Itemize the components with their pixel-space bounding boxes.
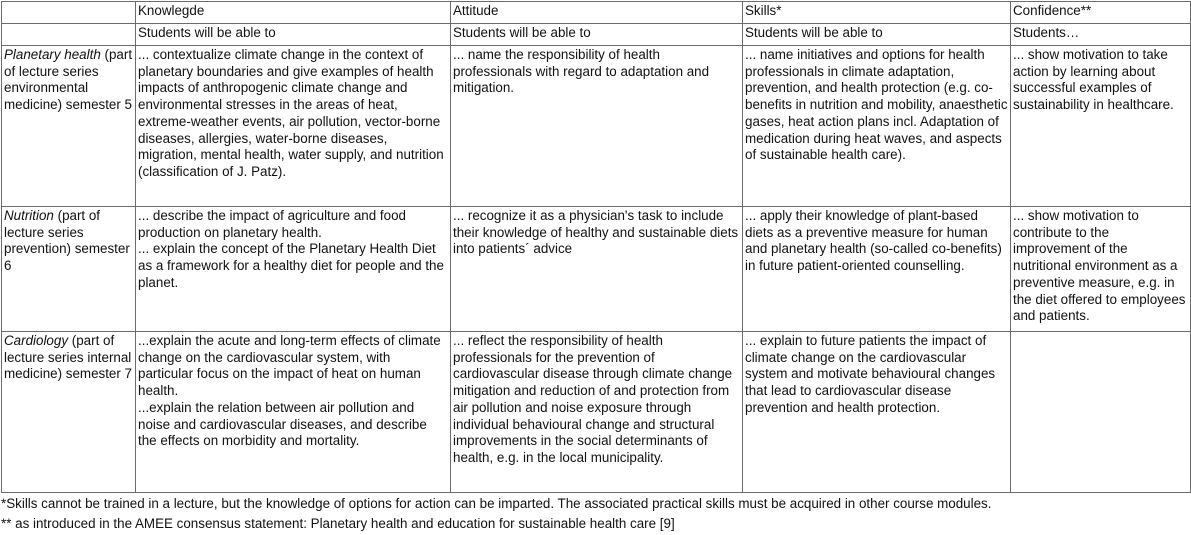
objective-text: ... explain the concept of the Planetary Health Diet as a framework for a healthy diet for people and the planet. [138, 241, 444, 290]
cell-skills [743, 207, 1011, 332]
subheader-skills: Students will be able to [743, 24, 1011, 46]
row-label-detail: (part of lecture series prevention) semester 6 [4, 208, 130, 274]
header-attitude: Attitude [451, 2, 743, 24]
row-label [2, 46, 136, 207]
cell-attitude [451, 207, 743, 332]
objective-text: ... name initiatives and options for health professionals in climate adaptation, prevention, and health protection (e.g. co-benefits in nutrition and mobility, anaesthetic gases, heat action plans incl. Adaptation of medication during heat waves, and aspects of sustainable health care). [745, 47, 1008, 163]
cell-confidence [1011, 46, 1191, 207]
subheader-knowledge: Students will be able to [136, 24, 451, 46]
row-label-title: Planetary health [4, 47, 101, 62]
subheader-row [2, 24, 1191, 46]
footnote-confidence: ** as introduced in the AMEE consensus statement: Planetary health and education for sustainable health care [9] [1, 516, 675, 531]
objective-text: ... show motivation to take action by learning about successful examples of sustainability in healthcare. [1013, 47, 1174, 113]
header-knowledge: Knowlegde [136, 2, 451, 24]
row-label [2, 207, 136, 332]
cell-attitude [451, 332, 743, 493]
cell-knowledge [136, 207, 451, 332]
cell-skills [743, 332, 1011, 493]
objective-text: ...explain the acute and long-term effects of climate change on the cardiovascular system, with particular focus on the impact of heat on human health. [138, 333, 441, 399]
objective-text: ... explain to future patients the impact of climate change on the cardiovascular system and motivate behavioural changes that lead to cardiovascular disease prevention and health protection. [745, 333, 996, 415]
table-row [2, 332, 1191, 493]
table-row [2, 46, 1191, 207]
row-label-title: Nutrition [4, 208, 54, 223]
cell-confidence [1011, 332, 1191, 493]
row-label-detail: (part of lecture series internal medicine) semester 7 [4, 333, 133, 382]
objective-text: ... recognize it as a physician's task to include their knowledge of healthy and sustainable diets into patients´ advice [453, 208, 739, 257]
objective-text: ... contextualize climate change in the context of planetary boundaries and give examples of health impacts of anthropogenic climate change and environmental stresses in the areas of heat, extreme-weather events, air pollution, vector-borne diseases, allergies, water-borne diseases, migration, mental health, water supply, and nutrition (classification of J. Patz). [138, 47, 444, 179]
subheader-empty [2, 24, 136, 46]
subheader-attitude: Students will be able to [451, 24, 743, 46]
table-row [2, 207, 1191, 332]
cell-knowledge [136, 46, 451, 207]
learning-objectives-table [1, 1, 1191, 493]
header-skills: Skills* [743, 2, 1011, 24]
header-empty [2, 2, 136, 24]
cell-attitude [451, 46, 743, 207]
objective-text: ... show motivation to contribute to the improvement of the nutritional environment as a preventive measure, e.g. in the diet offered to employees and patients. [1013, 208, 1186, 324]
row-label-title: Cardiology [4, 333, 69, 348]
footnotes [1, 494, 1191, 534]
row-label-detail: (part of lecture series environmental medicine) semester 5 [4, 47, 133, 113]
footnote-skills: *Skills cannot be trained in a lecture, but the knowledge of options for action can be imparted. The associated practical skills must be acquired in other course modules. [1, 496, 992, 511]
cell-skills [743, 46, 1011, 207]
objective-text: ... apply their knowledge of plant-based diets as a preventive measure for human and planetary health (so-called co-benefits) in future patient-oriented counselling. [745, 208, 1002, 274]
objective-text: ... reflect the responsibility of health professionals for the prevention of cardiovascular disease through climate change mitigation and reduction of and protection from air pollution and noise exposure through individual behavioural change and structural improvements in the social determinants of health, e.g. in the local municipality. [453, 333, 733, 465]
header-row [2, 2, 1191, 24]
objective-text: ... describe the impact of agriculture and food production on planetary health. [138, 208, 406, 240]
objective-text: ... name the responsibility of health professionals with regard to adaptation and mitigation. [453, 47, 710, 96]
header-confidence: Confidence** [1011, 2, 1191, 24]
cell-knowledge [136, 332, 451, 493]
cell-confidence [1011, 207, 1191, 332]
objective-text: ...explain the relation between air pollution and noise and cardiovascular diseases, and describe the effects on morbidity and mortality. [138, 399, 427, 449]
subheader-confidence: Students… [1011, 24, 1191, 46]
row-label [2, 332, 136, 493]
